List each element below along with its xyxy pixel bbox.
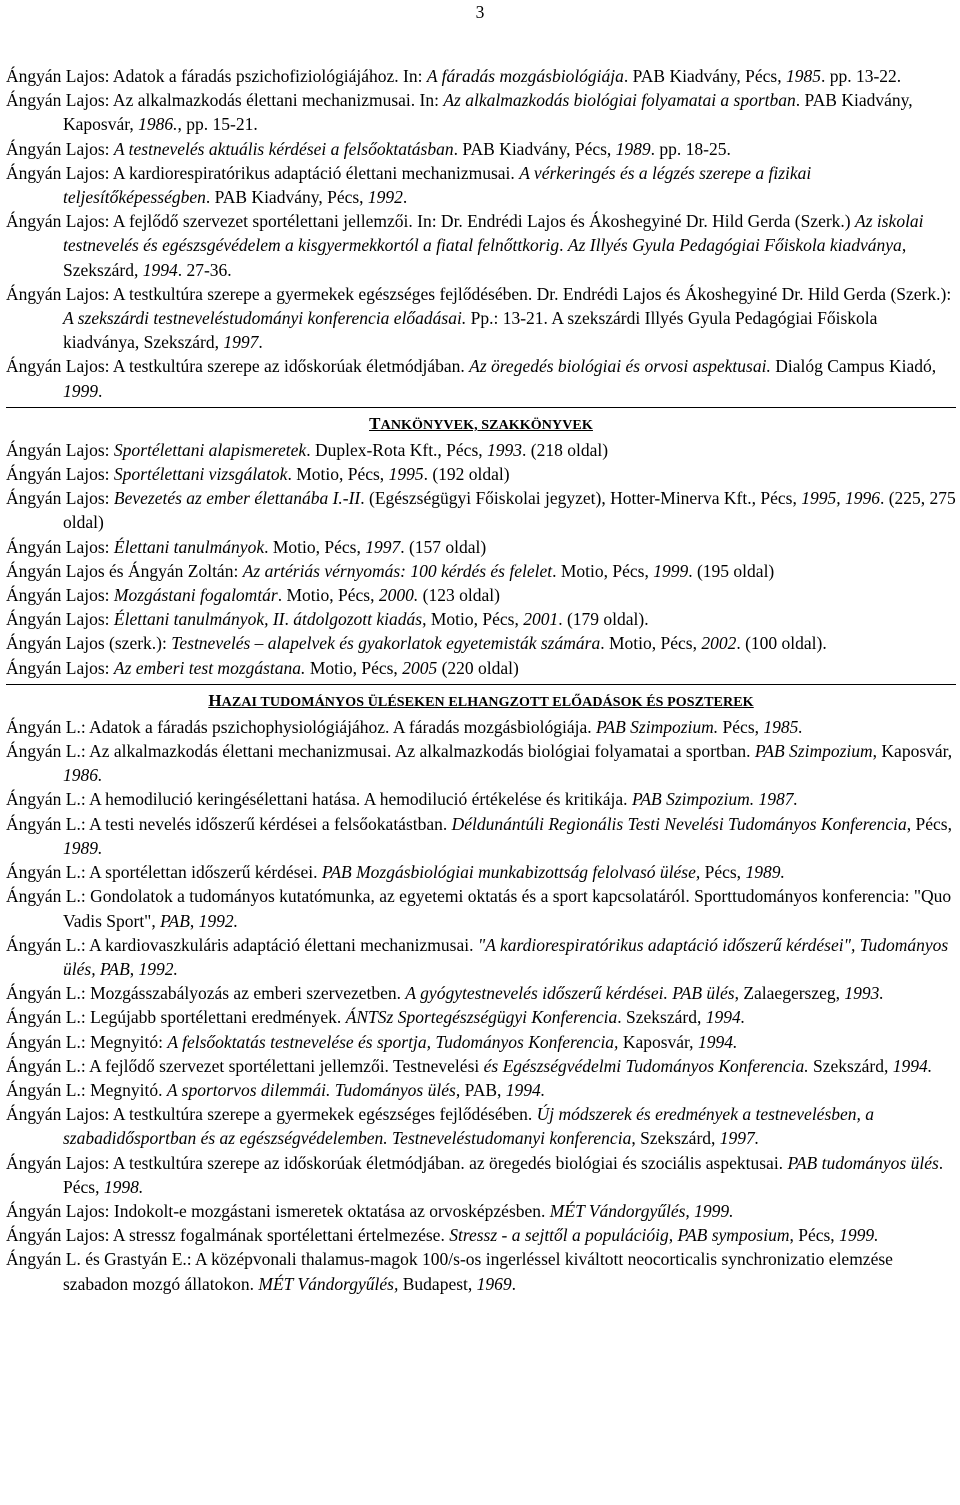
reference-text: , Szekszárd, [631, 1128, 720, 1149]
reference-text: . (192 oldal) [423, 464, 510, 485]
reference-italic-text: MÉT Vándorgyűlés, [258, 1273, 399, 1294]
reference-italic-text: 1969 [476, 1273, 512, 1294]
reference-italic-text: 2000. [378, 585, 419, 606]
reference-text: . (157 oldal) [400, 536, 487, 557]
reference-text: Ángyán Lajos: A testkultúra szerepe az időskorúak életmódjában. az öregedés biológiai és szociális aspektusai. [6, 1152, 788, 1173]
reference-text: Pécs, [700, 862, 746, 883]
reference-italic-text: 1992. [138, 958, 178, 979]
reference-text: . (179 oldal). [558, 609, 649, 630]
reference-text: , PAB, [455, 1079, 506, 1100]
reference-italic-text: átdolgozott kiadás [293, 609, 423, 630]
reference-text: Ángyán Lajos: A stressz fogalmának sportélettani értelmezése. [6, 1225, 450, 1246]
reference-italic-text: 1999 [63, 380, 98, 401]
reference-entry [6, 583, 956, 607]
reference-italic-text: 1992. [198, 910, 239, 931]
reference-text: . Motio, Pécs, [264, 536, 366, 557]
reference-text: , Pécs, [789, 1225, 840, 1246]
reference-italic-text: 1992 [367, 187, 403, 208]
reference-entry [6, 486, 956, 534]
reference-text: , Szekszárd, [63, 235, 907, 280]
reference-italic-text: PAB Mozgásbiológiai munkabizottság felolvasó ülése, [321, 862, 701, 883]
reference-italic-text: A fáradás mozgásbiológiája [426, 66, 624, 86]
reference-italic-text: 1997. [719, 1128, 760, 1149]
reference-text: (123 oldal) [418, 585, 500, 606]
reference-entry [6, 715, 956, 739]
reference-text: . 27-36. [177, 259, 232, 280]
reference-text: Ángyán L.: Legújabb sportélettani eredmények. [6, 1007, 346, 1028]
reference-text: Ángyán Lajos: [6, 439, 114, 460]
reference-text: Ángyán Lajos: [6, 464, 114, 485]
reference-entry [6, 1151, 956, 1199]
reference-italic-text: Bevezetés az ember élettanába I.-II [113, 488, 361, 509]
reference-text: , Pécs, [906, 813, 952, 834]
reference-entry [6, 860, 956, 884]
reference-italic-text: Az artériás vérnyomás: 100 kérdés és felelet [242, 560, 553, 581]
presentations-heading: HAZAI TUDOMÁNYOS ÜLÉSEKEN ELHANGZOTT ELŐADÁSOK ÉS POSZTEREK [208, 690, 754, 710]
reference-italic-text: PAB Szimpozium. 1987. [631, 789, 798, 810]
textbooks-section [6, 438, 956, 680]
reference-text: Motio, Pécs, [305, 657, 403, 678]
reference-italic-text: 2001 [523, 609, 559, 630]
reference-italic-text: 1985 [785, 66, 821, 86]
reference-text: , Motio, Pécs, [422, 609, 524, 630]
reference-text: Ángyán Lajos: Az alkalmazkodás élettani mechanizmusai. In: [6, 90, 444, 111]
reference-text: Ángyán L. és Grastyán E.: A középvonali thalamus-magok 100/s-os ingerléssel kiváltott neocorticalis synchronizatio elemzése szabadon mozgó állatokon. [6, 1249, 893, 1294]
reference-text: . (Egészségügyi Főiskolai jegyzet), Hotter-Minerva Kft., Pécs, [360, 488, 802, 509]
reference-text: . PAB Kiadvány, Pécs, [205, 187, 368, 208]
reference-text: . Motio, Pécs, [277, 585, 379, 606]
reference-text: , [189, 910, 199, 931]
reference-text: . pp. 18-25. [650, 138, 731, 159]
reference-text: Kaposvár, [618, 1031, 698, 1052]
reference-text: Ángyán Lajos és Ángyán Zoltán: [6, 560, 243, 581]
reference-italic-text: PAB Szimpozium [754, 741, 873, 762]
reference-text: . Motio, Pécs, [600, 633, 702, 654]
reference-entry [6, 1005, 956, 1029]
reference-entry [6, 535, 956, 559]
reference-text: . [98, 380, 103, 401]
document-body [6, 64, 956, 1296]
reference-text: Ángyán Lajos: A fejlődő szervezet sportélettani jellemzői. In: Dr. Endrédi Lajos és Ákoshegyiné Dr. Hild Gerda (Szerk.) [6, 211, 855, 232]
reference-italic-text: 1986. [63, 765, 103, 786]
reference-italic-text: ÁNTSz Sportegészségügyi Konferencia [345, 1007, 618, 1028]
reference-entry [6, 812, 956, 860]
reference-entry [6, 739, 956, 787]
reference-italic-text: 1995, 1996 [801, 488, 880, 509]
reference-italic-text: MÉT Vándorgyűlés, 1999. [549, 1200, 734, 1221]
reference-italic-text: 1993 [487, 439, 523, 460]
reference-italic-text: Az öregedés biológiai és orvosi aspektusai. [469, 356, 771, 377]
reference-text: . Motio, Pécs, [552, 560, 654, 581]
reference-text: Pp.: 13-21. A szekszárdi Illyés Gyula Pedagógiai Főiskola kiadványa, Szekszárd, [63, 308, 878, 353]
reference-italic-text: 1997 [365, 536, 401, 557]
reference-text: Ángyán L.: Gondolatok a tudományos kutatómunka, az egyetemi oktatás és a sport kapcsolatáról. Sporttudományos konferencia: "Quo Vadis Sport", [6, 886, 952, 931]
reference-text: . (225, 275 oldal) [63, 488, 956, 533]
reference-entry [6, 462, 956, 486]
reference-italic-text: Sportélettani alapismeretek [113, 439, 307, 460]
reference-text: Ángyán L.: Adatok a fáradás pszichophysiológiájához. A fáradás mozgásbiológiája. [6, 716, 596, 737]
reference-italic-text: 1989. [63, 837, 103, 858]
reference-entry [6, 1030, 956, 1054]
reference-text: Ángyán L.: Megnyitó: [6, 1031, 168, 1052]
reference-text: Ángyán L.: Az alkalmazkodás élettani mechanizmusai. Az alkalmazkodás biológiai folyamatai a sportban. [6, 741, 755, 762]
reference-text: . Szekszárd, [617, 1007, 706, 1028]
reference-text: Ángyán L.: Mozgásszabályozás az emberi szervezetben. [6, 983, 406, 1004]
reference-italic-text: PAB tudományos ülés [787, 1152, 939, 1173]
reference-italic-text: Sportélettani vizsgálatok [113, 464, 288, 485]
reference-text: Ángyán Lajos: [6, 488, 114, 509]
textbooks-heading: TANKÖNYVEK, SZAKKÖNYVEK [369, 413, 593, 433]
reference-italic-text: 1989. [745, 862, 785, 883]
reference-text: . (100 oldal). [736, 633, 827, 654]
reference-text: Ángyán Lajos: [6, 657, 114, 678]
reference-italic-text: 1999. [839, 1225, 879, 1246]
section-divider [6, 684, 956, 685]
reference-entry [6, 884, 956, 932]
reference-italic-text: Az alkalmazkodás biológiai folyamatai a sportban [443, 90, 796, 111]
reference-italic-text: PAB Szimpozium. [595, 716, 719, 737]
reference-entry [6, 1247, 956, 1295]
reference-italic-text: Az emberi test mozgástana. [113, 657, 306, 678]
reference-italic-text: Az Illyés Gyula Pedagógiai Főiskola kiadványa [567, 235, 902, 256]
reference-text: . [559, 235, 568, 256]
presentations-section [6, 715, 956, 1296]
reference-italic-text: Élettani tanulmányok [113, 536, 265, 557]
reference-italic-text: 1999 [653, 560, 689, 581]
reference-text: Ángyán Lajos: A testkultúra szerepe az időskorúak életmódjában. [6, 356, 470, 377]
reference-italic-text: PAB [160, 910, 190, 931]
reference-text: Ángyán L.: A fejlődő szervezet sportélettani jellemzői. Testnevelési [6, 1055, 484, 1076]
reference-text: . [284, 609, 294, 630]
reference-text: Ángyán L.: Megnyitó. [6, 1079, 167, 1100]
reference-entry [6, 282, 956, 355]
reference-italic-text: 1989 [615, 138, 651, 159]
reference-text: . Motio, Pécs, [287, 464, 389, 485]
reference-text: . pp. 13-22. [820, 66, 902, 86]
reference-italic-text: Új módszerek és eredmények a testnevelésben, a szabadidősportban és az egészségvédelemben. Testneveléstudomanyi konferencia [63, 1104, 875, 1149]
reference-text: . PAB Kiadvány, Pécs, [453, 138, 616, 159]
reference-italic-text: Élettani tanulmányok, II [113, 609, 285, 630]
section-divider [6, 407, 956, 408]
reference-italic-text: 1998. [103, 1176, 144, 1197]
reference-text: Ángyán L.: A kardiovaszkuláris adaptáció élettani mechanizmusai. [6, 934, 478, 955]
reference-italic-text: Mozgástani fogalomtár [113, 585, 278, 606]
reference-text: . [258, 332, 263, 353]
reference-entry [6, 161, 956, 209]
reference-text: Ángyán Lajos: Indokolt-e mozgástani ismeretek oktatása az orvosképzésben. [6, 1200, 550, 1221]
reference-text: Ángyán L.: A hemodilució keringésélettani hatása. A hemodilució értékelése és kritikája. [6, 789, 632, 810]
reference-text: Ángyán Lajos: [6, 536, 114, 557]
reference-entry [6, 438, 956, 462]
reference-italic-text: 2002 [701, 633, 737, 654]
reference-italic-text: 1994. [697, 1031, 738, 1052]
reference-entry [6, 1223, 956, 1247]
reference-text: Budapest, [398, 1273, 477, 1294]
reference-text: Ángyán Lajos: [6, 585, 114, 606]
reference-text: . [511, 1273, 517, 1294]
reference-italic-text: A sportorvos dilemmái. Tudományos ülés [166, 1079, 456, 1100]
reference-text: Ángyán Lajos (szerk.): [6, 633, 172, 654]
reference-entry [6, 1199, 956, 1223]
reference-italic-text: Stressz - a sejttől a populációig, PAB symposium [449, 1225, 790, 1246]
reference-text: . PAB Kiadvány, Pécs, [623, 66, 786, 86]
reference-entry [6, 354, 956, 402]
reference-text: , pp. 15-21. [177, 114, 258, 135]
reference-entry [6, 656, 956, 680]
reference-text: . PAB Kiadvány, Kaposvár, [63, 90, 913, 135]
reference-italic-text: Testnevelés – alapelvek és gyakorlatok egyetemisták számára [171, 633, 601, 654]
reference-italic-text: 1995 [388, 464, 424, 485]
reference-italic-text: "A kardiorespiratórikus adaptáció időszerű kérdései", Tudományos ülés, PAB [63, 934, 949, 979]
reference-text: . (195 oldal) [688, 560, 775, 581]
reference-entry [6, 787, 956, 811]
reference-text: Ángyán Lajos: Adatok a fáradás pszichofiziológiájához. In: [6, 66, 427, 86]
reference-text: Ángyán Lajos: A testkultúra szerepe a gyermekek egészséges fejlődésében. [6, 1104, 537, 1125]
reference-italic-text: 2005 [402, 657, 438, 678]
reference-entry [6, 137, 956, 161]
reference-italic-text: A szekszárdi testneveléstudományi konferencia előadásai. [63, 308, 467, 329]
reference-italic-text: Az iskolai testnevelés és egészsgévédelem a kisgyermekkortól a fiatal felnőttkorig [63, 211, 924, 256]
reference-text: Ángyán Lajos: A kardiorespiratórikus adaptáció élettani mechanizmusai. [6, 162, 520, 183]
reference-entry [6, 981, 956, 1005]
reference-text: . Duplex-Rota Kft., Pécs, [306, 439, 488, 460]
reference-text: . Pécs, [63, 1152, 944, 1197]
reference-entry [6, 64, 956, 88]
reference-entry [6, 1054, 956, 1078]
publications-section [6, 64, 956, 403]
reference-text: . [402, 187, 408, 208]
reference-entry [6, 1102, 956, 1150]
reference-text: (220 oldal) [437, 657, 519, 678]
reference-entry [6, 631, 956, 655]
reference-text: , Kaposvár, [872, 741, 953, 762]
reference-italic-text: Déldunántúli Regionális Testi Nevelési Tudományos Konferencia [451, 813, 907, 834]
reference-text: Ángyán L.: A sportélettan időszerű kérdései. [6, 862, 322, 883]
reference-italic-text: 1994. [892, 1055, 933, 1076]
reference-italic-text: A vérkeringés és a légzés szerepe a fizikai teljesítőképességben [63, 162, 812, 208]
page-number: 3 [475, 2, 485, 22]
reference-text: , Zalaegerszeg, [734, 983, 845, 1004]
reference-italic-text: 1994 [142, 259, 178, 280]
reference-italic-text: A gyógytestnevelés időszerű kérdései. PAB ülés [405, 983, 735, 1004]
reference-italic-text: 1986. [138, 114, 178, 135]
reference-entry [6, 88, 956, 136]
reference-italic-text: 1985. [763, 716, 803, 737]
reference-italic-text: A felsőoktatás testnevelése és sportja, Tudományos Konferencia, [167, 1031, 619, 1052]
reference-text: Ángyán Lajos: [6, 138, 114, 159]
reference-italic-text: 1994. [505, 1079, 546, 1100]
reference-text: Pécs, [718, 716, 764, 737]
reference-text: Ángyán Lajos: A testkultúra szerepe a gyermekek egészséges fejlődésében. Dr. Endrédi Lajos és Ákoshegyiné Dr. Hild Gerda (Szerk.): [6, 283, 952, 304]
reference-italic-text: A testnevelés aktuális kérdései a felsőoktatásban [113, 138, 454, 159]
reference-entry [6, 933, 956, 981]
reference-text: Ángyán Lajos: [6, 609, 114, 630]
reference-text: , [129, 958, 139, 979]
reference-text: Dialóg Campus Kiadó, [770, 356, 937, 377]
reference-entry [6, 209, 956, 282]
reference-entry [6, 607, 956, 631]
reference-italic-text: 1993. [844, 983, 884, 1004]
reference-italic-text: és Egészségvédelmi Tudományos Konferencia. [483, 1055, 809, 1076]
reference-entry [6, 1078, 956, 1102]
reference-entry [6, 559, 956, 583]
reference-italic-text: 1994. [705, 1007, 746, 1028]
reference-text: . (218 oldal) [522, 439, 609, 460]
reference-text: Ángyán L.: A testi nevelés időszerű kérdései a felsőokatástban. [6, 813, 452, 834]
reference-text: Szekszárd, [808, 1055, 893, 1076]
reference-italic-text: 1997 [223, 332, 259, 353]
